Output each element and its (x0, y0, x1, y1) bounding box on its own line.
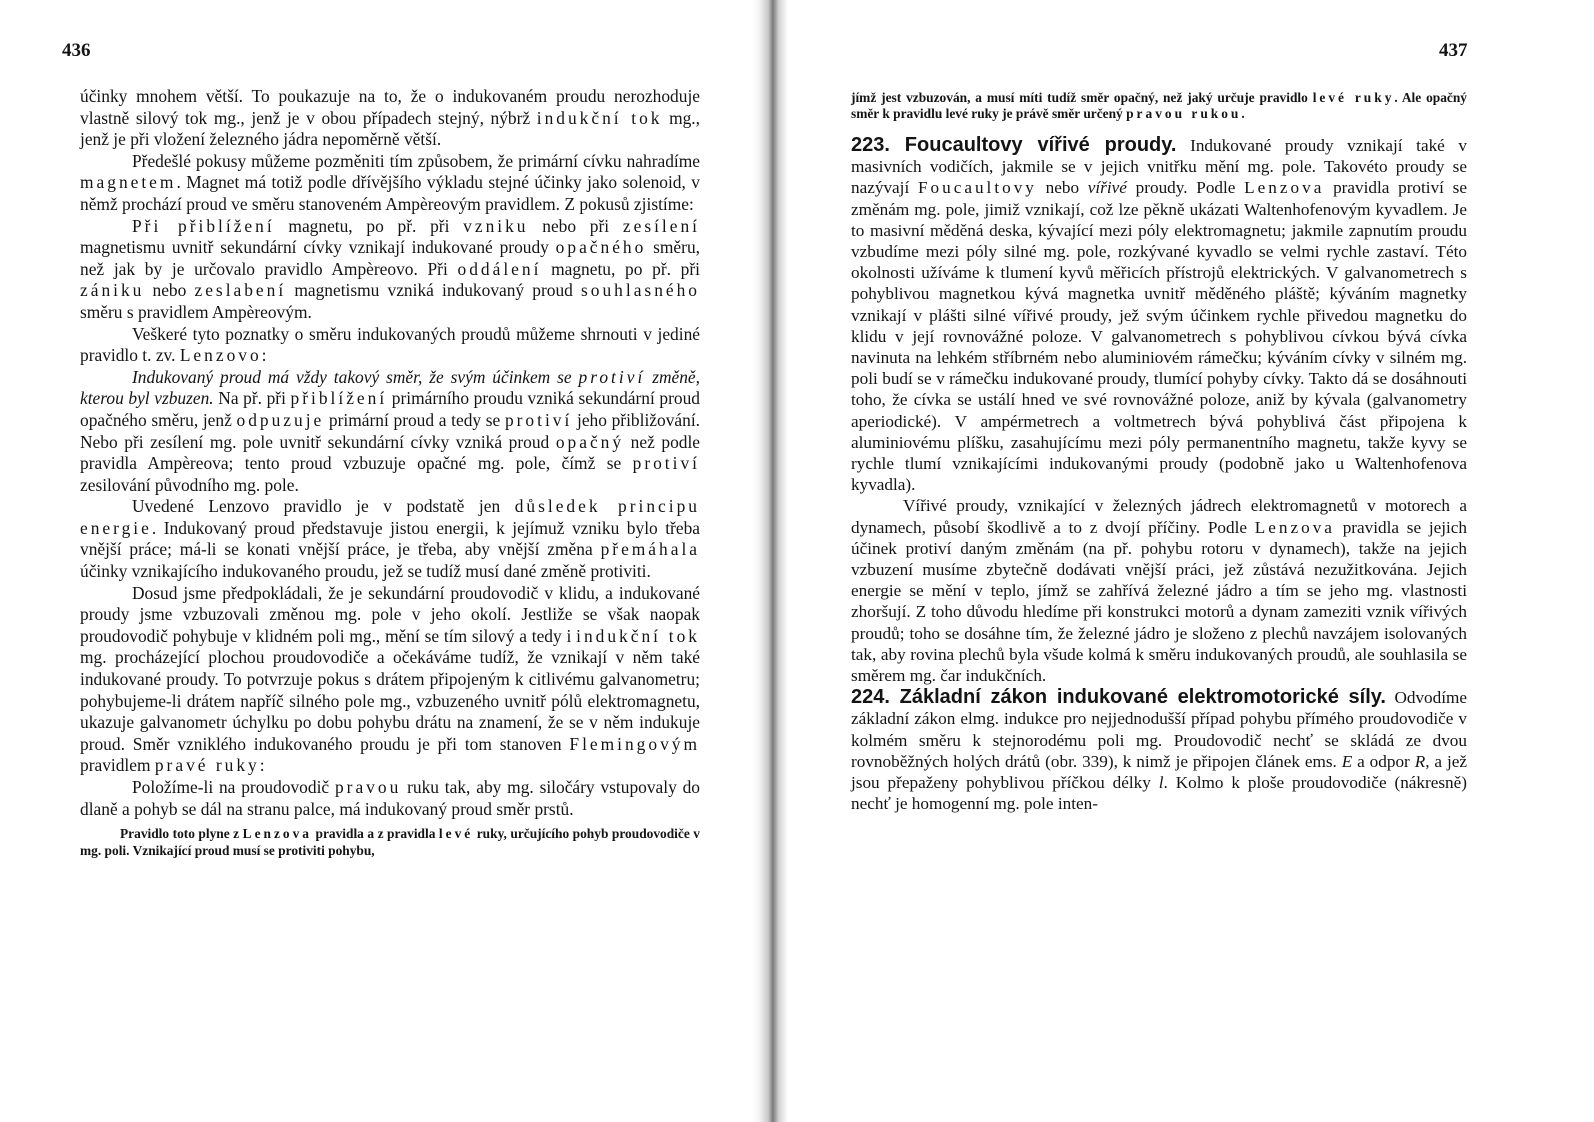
italic-symbol: R (1414, 751, 1426, 771)
text: a odpor (1352, 751, 1415, 771)
text: účinky vznikajícího indukovaného proudu, jež se tudíž musí dané změně protiviti. (80, 561, 651, 582)
right-text-column (851, 90, 1467, 815)
page-number-right: 437 (1439, 40, 1468, 61)
spaced-text: opačný (555, 431, 625, 452)
text: magnetu, po př. při (274, 215, 464, 236)
text: ruku tak, aby mg. siločáry vstupovaly do dlaně a pohyb se dál na stranu palce, má indukovaný proud směr prstů. (80, 777, 700, 819)
text: Uvedené Lenzovo pravidlo je v podstatě jen (132, 496, 515, 517)
text: Odvodíme základní zákon elmg. indukce pro nejjednodušší případ pohybu přímého proudovodiče v kolmém směru k stejnorodému poli mg. Proudovodič nechť se skládá ze dvou rovnoběžných holých drátů (obr. 339), k nimž je připojen článek ems. (851, 688, 1468, 771)
text: směru, než jak by je určovalo pravidlo Ampèreovo. Při (80, 237, 700, 279)
text: mg. procházející plochou proudovodiče a očekáváme tudíž, že vznikají v něm také indukované proudy. To potvrzuje pokus s drátem připojeným k citlivému galvanometru; pohybujeme-li drátem napříč silného pole mg., vzbuzeného uvnitř pólů elektromagnetu, ukazuje galvanometr úchylku po dobu pohybu drátu na znamení, že se v něm indukuje proud. Směr vzniklého indukovaného proudu je při tom stanoven (80, 647, 700, 754)
small-print-paragraph (851, 90, 1467, 122)
spaced-text: zesílení (622, 215, 700, 236)
spaced-italic-text: protiví (578, 366, 646, 387)
left-page (0, 0, 760, 1122)
text: účinky mnohem větší. To poukazuje na to, že o indukovaném proudu nerozhoduje vlastně silový tok mg., jenž je v obou případech stejný, nýbrž (80, 86, 700, 128)
text: Předešlé pokusy můžeme pozměniti tím způsobem, že primární cívku nahradíme (132, 150, 700, 171)
spaced-text: opačného (555, 237, 647, 258)
paragraph (80, 216, 700, 324)
paragraph (80, 324, 700, 367)
spaced-text: přemáhala (600, 539, 700, 560)
text: . (1241, 106, 1245, 121)
text: nebo při (528, 215, 623, 236)
spaced-text: Lenzova (1244, 178, 1325, 198)
spaced-text: protiví (632, 453, 700, 474)
text: zesilování původního mg. pole. (80, 474, 299, 495)
section-heading: 223. Foucaultovy vířivé proudy. (851, 134, 1177, 156)
text: nebo (1036, 178, 1088, 198)
paragraph (80, 583, 700, 777)
left-text-column (80, 86, 700, 859)
text: . Ale opačný směr k pravidlu levé ruky je právě směr určený (851, 90, 1467, 121)
spaced-text: Lenzovo (179, 345, 262, 366)
spaced-text: vzniku (463, 215, 529, 236)
text: : (261, 345, 267, 366)
italic-symbol: l (1158, 773, 1164, 793)
text: magnetismu vzniká indukovaný proud (286, 280, 582, 301)
paragraph (851, 495, 1467, 686)
italic-text: vířivé (1087, 178, 1127, 198)
spaced-text: pravou (334, 777, 402, 797)
text: Pravidlo toto plyne z (120, 826, 243, 842)
text: jeho přibližování. Nebo při zesílení mg. pole uvnitř sekundární cívky vzniká proud (80, 409, 700, 452)
text: jímž jest vzbuzován, a musí míti tudíž směr opačný, než jaký určuje pravidlo (851, 90, 1313, 105)
text: . Kolmo k ploše proudovodiče (nákresně) nechť je homogenní mg. pole inten- (851, 773, 1467, 814)
italic-symbol: E (1341, 751, 1353, 771)
text: ruky, určujícího pohyb proudovodiče v mg. poli. Vznikající proud musí se protiviti pohybu, (80, 826, 700, 858)
text: pravidla protiví se změnám mg. pole, jimiž vznikají, což lze pěkně ukázati Waltenhofenovým kyvadlem. Je to masivní měděná deska, kývající mezi póly elektromagnetu; jakmile zapnutím proudu vzbudíme mezi póly silné mg. pole, rozkývané kyvadlo se velmi rychle zastaví. Této okolnosti užíváme k tlumení kyvů měřicích přístrojů elektrických. V galvanometrech s pohyblivou magnetkou kývá magnetka uvnitř měděného pláště; kýváním magnetky vznikají v plášti silné vířivé proudy, jež svým účinkem rychle přivedou magnetku do klidu v její rovnovážné poloze. V galvanometrech s pohyblivou cívkou bývá cívka navinuta na lehkém stříbrném nebo aluminiovém rámečku; kýváním cívky v silném mg. poli budí se v rámečku indukované proudy, tlumící pohyby cívky. Takto dá se dosáhnouti toho, že cívka se ustálí hned ve své rovnovážné poloze, aniž by kývala (galvanometry aperiodické). V ampérmetrech a voltmetrech bývá pohyblivá část připojena k aluminiovému plíšku, zasahujícímu mezi póly permanentního magnetu, takže kyvy se rychle tlumí vznikajícími indukovanými proudy (podobně jako u Waltenhofenova kyvadla). (851, 178, 1467, 495)
text: . Indukovaný proud představuje jistou energii, k jejímuž vzniku bylo třeba vnější práce; má-li se konati vnější práce, je třeba, aby vnější změna (80, 517, 700, 560)
text: primárního proudu vzniká sekundární proud opačného směru, jenž (80, 388, 700, 430)
text: . Magnet má totiž podle dřívějšího výkladu stejné účinky jako solenoid, v němž prochází proud ve směru stanoveném Ampèreovým pravidlem. Z pokusů zjistíme: (80, 172, 700, 214)
paragraph (80, 151, 700, 216)
book-gutter (752, 0, 788, 1122)
spaced-text: indukční tok (576, 625, 700, 646)
spaced-text: Při přiblížení (132, 215, 275, 236)
spaced-text: zeslabení (194, 280, 287, 301)
text: nebo (144, 280, 195, 301)
text: primární proud a tedy se (324, 409, 505, 430)
paragraph (80, 496, 700, 582)
text: pravidla a z pravidla (312, 826, 439, 842)
spaced-text: levé (438, 826, 474, 842)
spaced-text: magnetem (80, 172, 177, 193)
text: , a jež jsou přepaženy pohyblivou příčkou délky (851, 751, 1467, 793)
spaced-text: Lenzova (242, 826, 312, 842)
text: Dosud jsme předpokládali, že je sekundární proudovodič v klidu, a indukované proudy jsme vzbuzovali změnou mg. pole v jeho okolí. Jestliže se však naopak proudovodič pohybuje v klidném poli mg., mění se tím silový a tedy i (80, 582, 700, 646)
text: pravidla se jejich účinek protiví daným změnám (na př. pohybu rotoru v dynamech), takže na jejich vzbuzení musíme zbytečně dodávati vnější práci, jež zůstává nezužitkována. Jejich energie se mění v teplo, jímž se zahřívá železné jádro a tím se jeho mg. vlastnosti zhoršují. Z toho důvodu hledíme při konstrukci motorů a dynam zameziti vznik vířivých proudů; toho se dosáhne tím, že železné jádro je složeno z plechů navzájem isolovaných tak, aby rovina plechů byla všude kolmá k směru indukovaných proudů, ale souhlasila se směrem mg. čar indukčních. (851, 517, 1468, 686)
paragraph (80, 777, 700, 820)
spaced-text: Foucaultovy (917, 178, 1037, 198)
text: směru s pravidlem Ampèreovým. (80, 301, 312, 322)
spaced-text: odpuzuje (236, 409, 325, 430)
section-heading: 224. Základní zákon indukované elektromotorické síly. (851, 686, 1386, 709)
spaced-text: indukční tok (536, 107, 663, 128)
paragraph (80, 367, 700, 497)
spaced-text: protiví (504, 409, 573, 430)
page-number-left: 436 (62, 40, 91, 61)
text: Indukované proudy vznikají také v masivních vodičích, jakmile se v jejich vnitřku mění mg. pole. Takovéto proudy se nazývají (851, 136, 1468, 198)
text: než podle pravidla Ampèreova; tento proud vzbuzuje opačné mg. pole, čímž se (80, 431, 701, 474)
spaced-text: levé ruky (1312, 90, 1395, 105)
spaced-text: pravou rukou (1126, 106, 1242, 121)
spaced-text: pravé ruky (154, 755, 260, 776)
text: mg., jenž je při vložení železného jádra nepoměrně větší. (80, 107, 701, 150)
spaced-text: zániku (80, 280, 145, 301)
text: Položíme-li na proudovodič (132, 777, 335, 797)
spaced-text: Lenzova (1254, 517, 1335, 537)
text: : (259, 755, 265, 776)
right-page (788, 0, 1594, 1122)
spaced-text: oddálení (457, 258, 542, 279)
italic-text: změně, kterou byl vzbuzen. (80, 366, 700, 409)
text: Veškeré tyto poznatky o směru indukovaných proudů můžeme shrnouti v jediné pravidlo t. zv. (80, 323, 700, 366)
paragraph (80, 86, 700, 151)
text: Vířivé proudy, vznikající v železných jádrech elektromagnetů v motorech a dynamech, působí škodlivě a to z dvojí příčiny. Podle (851, 496, 1467, 537)
text: Na př. při (213, 388, 291, 409)
small-print-paragraph (80, 826, 700, 859)
spaced-text: důsledek principu energie (80, 496, 700, 538)
text: proudy. Podle (1126, 178, 1245, 198)
spaced-text: Flemingovým (569, 733, 700, 754)
italic-text: Indukovaný proud má vždy takový směr, že svým účinkem se (132, 366, 579, 387)
spaced-text: přiblížení (290, 388, 388, 409)
text: magnetu, po př. při (541, 258, 700, 279)
text: pravidlem (80, 755, 155, 776)
text: magnetismu uvnitř sekundární cívky vznikají indukované proudy (80, 237, 556, 258)
spaced-text: souhlasného (581, 280, 700, 301)
